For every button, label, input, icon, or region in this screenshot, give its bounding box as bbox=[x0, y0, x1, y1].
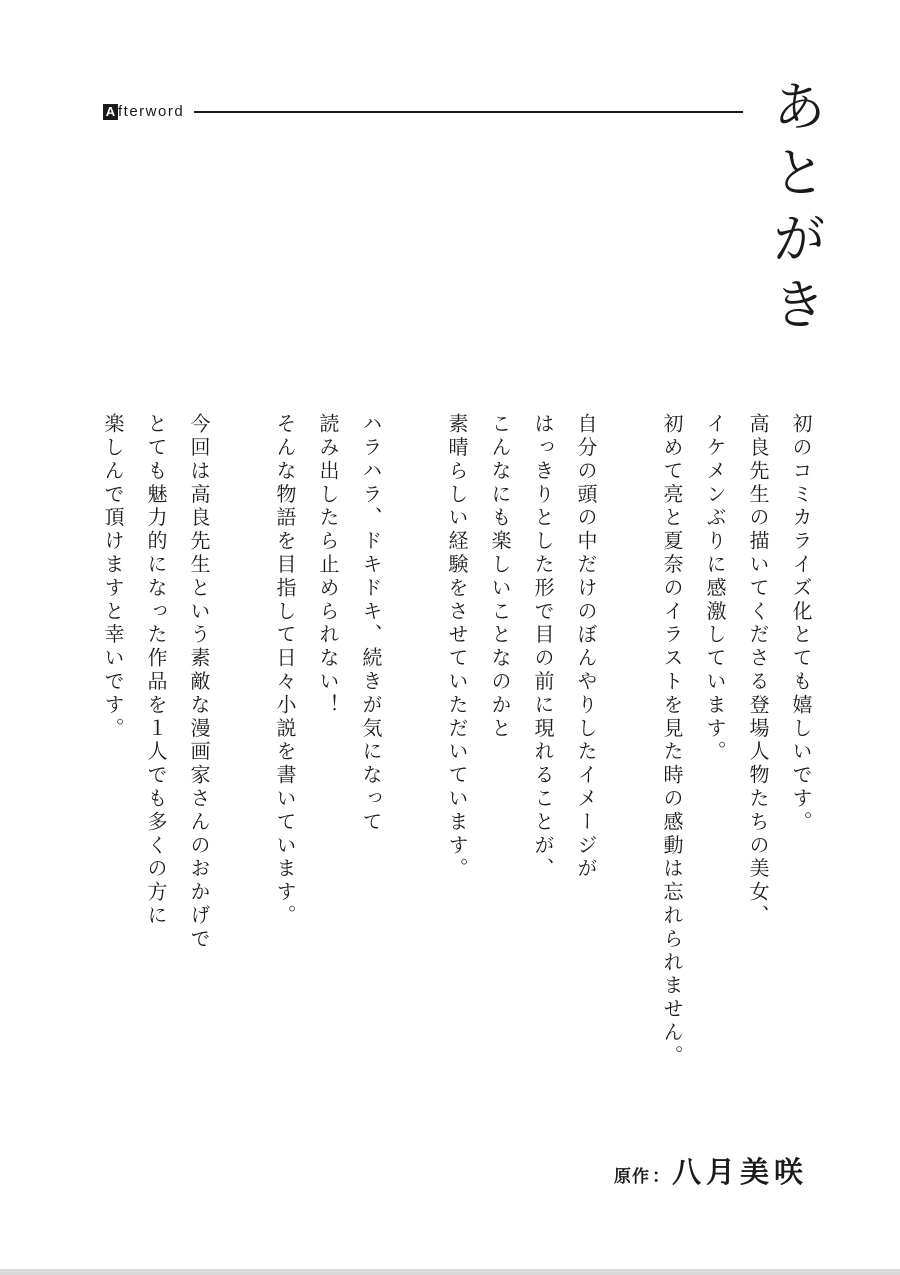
paragraph-1 bbox=[650, 413, 822, 1093]
body-line: はっきりとした形で目の前に現れることが、 bbox=[531, 413, 555, 881]
author-name: 八月美咲 bbox=[671, 1155, 808, 1189]
header-rule bbox=[194, 111, 743, 113]
afterword-header bbox=[103, 102, 743, 122]
body-line: イケメンぶりに感激しています。 bbox=[703, 413, 727, 764]
body-line: そんな物語を目指して日々小説を書いています。 bbox=[273, 413, 297, 928]
credit-separator: ： bbox=[651, 1166, 670, 1187]
afterword-label: fterword bbox=[118, 103, 185, 120]
page-title: あとがき bbox=[764, 78, 827, 342]
body-line: 初のコミカライズ化とても嬉しいです。 bbox=[789, 413, 813, 835]
body-line: ハラハラ、ドキドキ、続きが気になって bbox=[359, 413, 383, 835]
body-line: こんなにも楽しいことなのかと bbox=[488, 413, 512, 741]
paragraph-4 bbox=[91, 413, 220, 1093]
body-line: 楽しんで頂けますと幸いです。 bbox=[101, 413, 125, 741]
credit-label: 原作 bbox=[613, 1167, 650, 1187]
body-line: 自分の頭の中だけのぼんやりしたイメージが bbox=[574, 413, 598, 881]
body-line: 初めて亮と夏奈のイラストを見た時の感動は忘れられません。 bbox=[660, 413, 684, 1069]
paragraph-3 bbox=[263, 413, 392, 1093]
page-bottom-edge bbox=[0, 1269, 900, 1275]
author-credit bbox=[614, 1150, 808, 1191]
body-line: 高良先生の描いてくださる登場人物たちの美女、 bbox=[746, 413, 770, 928]
afterword-body bbox=[48, 413, 822, 1093]
body-line: 今回は高良先生という素敵な漫画家さんのおかげで bbox=[187, 413, 211, 952]
afterword-initial-badge: A bbox=[103, 104, 118, 120]
body-line: 読み出したら止められない！ bbox=[316, 413, 340, 718]
body-line: とても魅力的になった作品を１人でも多くの方に bbox=[144, 413, 168, 928]
body-line: 素晴らしい経験をさせていただいています。 bbox=[445, 413, 469, 881]
paragraph-2 bbox=[435, 413, 607, 1093]
